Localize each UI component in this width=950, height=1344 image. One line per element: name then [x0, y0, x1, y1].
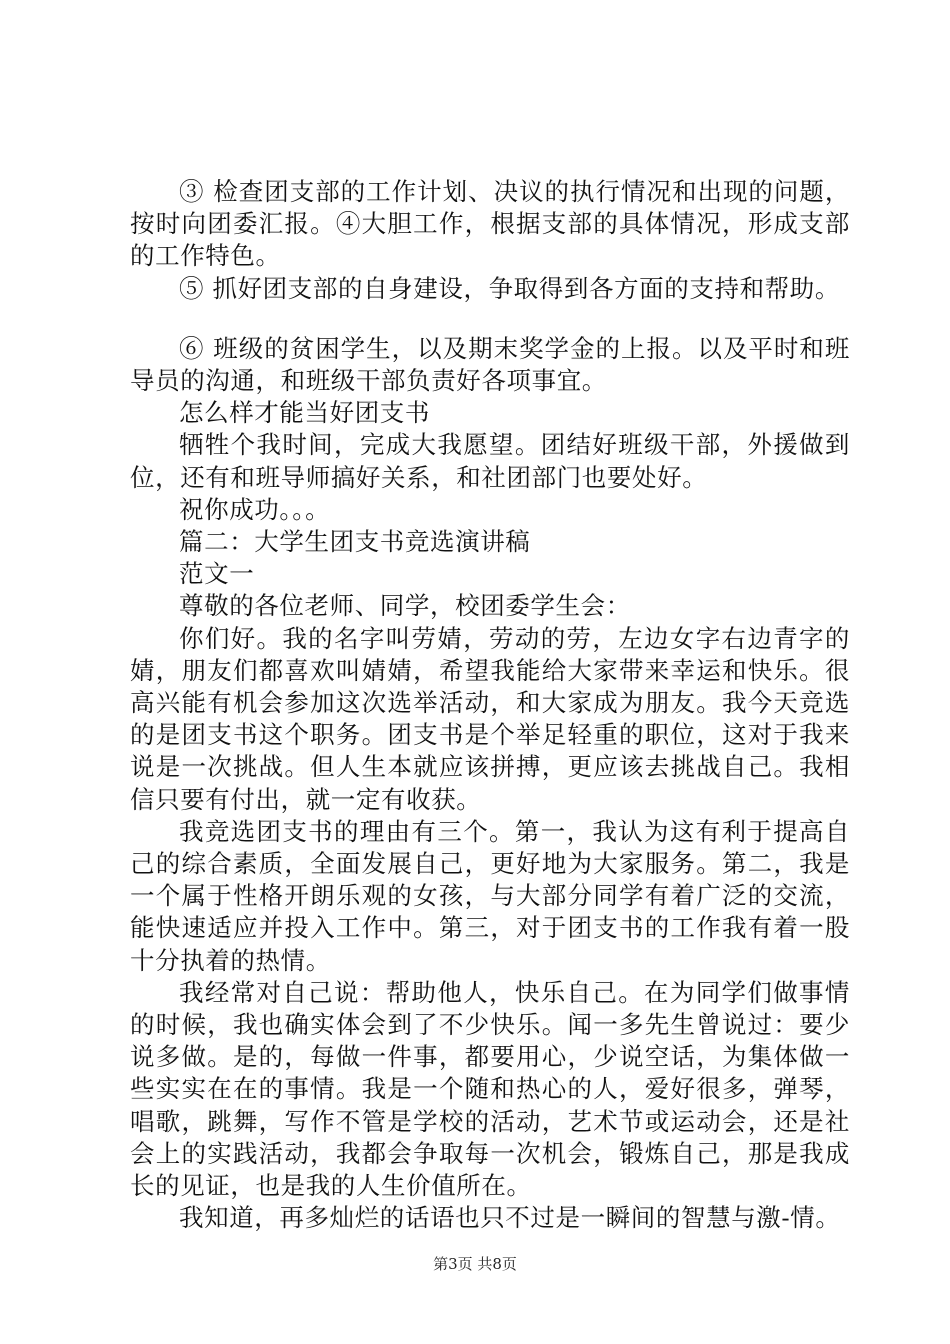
paragraph-6: 你们好。我的名字叫劳婧，劳动的劳，左边女字右边青字的婧，朋友们都喜欢叫婧婧，希望我能给大家带来幸运和快乐。很高兴能有机会参加这次选举活动，和大家成为朋友。我今天竞选的是团支书这个职务。团支书是个举足轻重的职位，这对于我来说是一次挑战。但人生本就应该拼搏，更应该去挑战自己。我相信只要有付出，就一定有收获。 — [130, 623, 850, 814]
paragraph-5: 祝你成功。。。 — [179, 494, 331, 524]
paragraph-7: 我竞选团支书的理由有三个。第一，我认为这有利于提高自己的综合素质，全面发展自己，更好地为大家服务。第二，我是一个属于性格开朗乐观的女孩，与大部分同学有着广泛的交流，能快速适应并投入工作中。第三，对于团支书的工作我有着一股十分执着的热情。 — [130, 816, 850, 975]
section-heading-how-to: 怎么样才能当好团支书 — [179, 398, 430, 428]
page-number-footer: 第3页 共8页 — [433, 1255, 517, 1273]
section-heading-example-one: 范文一 — [179, 559, 255, 589]
salutation: 尊敬的各位老师、同学，校团委学生会： — [179, 591, 631, 621]
paragraph-1: ③ 检查团支部的工作计划、决议的执行情况和出现的问题，按时向团委汇报。④大胆工作，根据支部的具体情况，形成支部的工作特色。 — [130, 177, 850, 271]
paragraph-2: ⑤ 抓好团支部的自身建设，争取得到各方面的支持和帮助。 — [179, 273, 840, 303]
paragraph-4: 牺牲个我时间，完成大我愿望。团结好班级干部，外援做到位，还有和班导师搞好关系，和社团部门也要处好。 — [130, 430, 850, 492]
paragraph-8: 我经常对自己说：帮助他人，快乐自己。在为同学们做事情的时候，我也确实体会到了不少快乐。闻一多先生曾说过：要少说多做。是的，每做一件事，都要用心，少说空话，为集体做一些实实在在的事情。我是一个随和热心的人，爱好很多，弹琴，唱歌，跳舞，写作不管是学校的活动，艺术节或运动会，还是社会上的实践活动，我都会争取每一次机会，锻炼自己，那是我成长的见证，也是我的人生价值所在。 — [130, 977, 850, 1201]
document-body — [130, 176, 850, 1235]
paragraph-3: ⑥ 班级的贫困学生，以及期末奖学金的上报。以及平时和班导员的沟通，和班级干部负责好各项事宜。 — [130, 333, 850, 396]
paragraph-spacer — [130, 305, 850, 333]
paragraph-9: 我知道，再多灿烂的话语也只不过是一瞬间的智慧与激-情。 — [179, 1203, 841, 1233]
section-heading-part-two: 篇二：大学生团支书竞选演讲稿 — [179, 527, 531, 557]
